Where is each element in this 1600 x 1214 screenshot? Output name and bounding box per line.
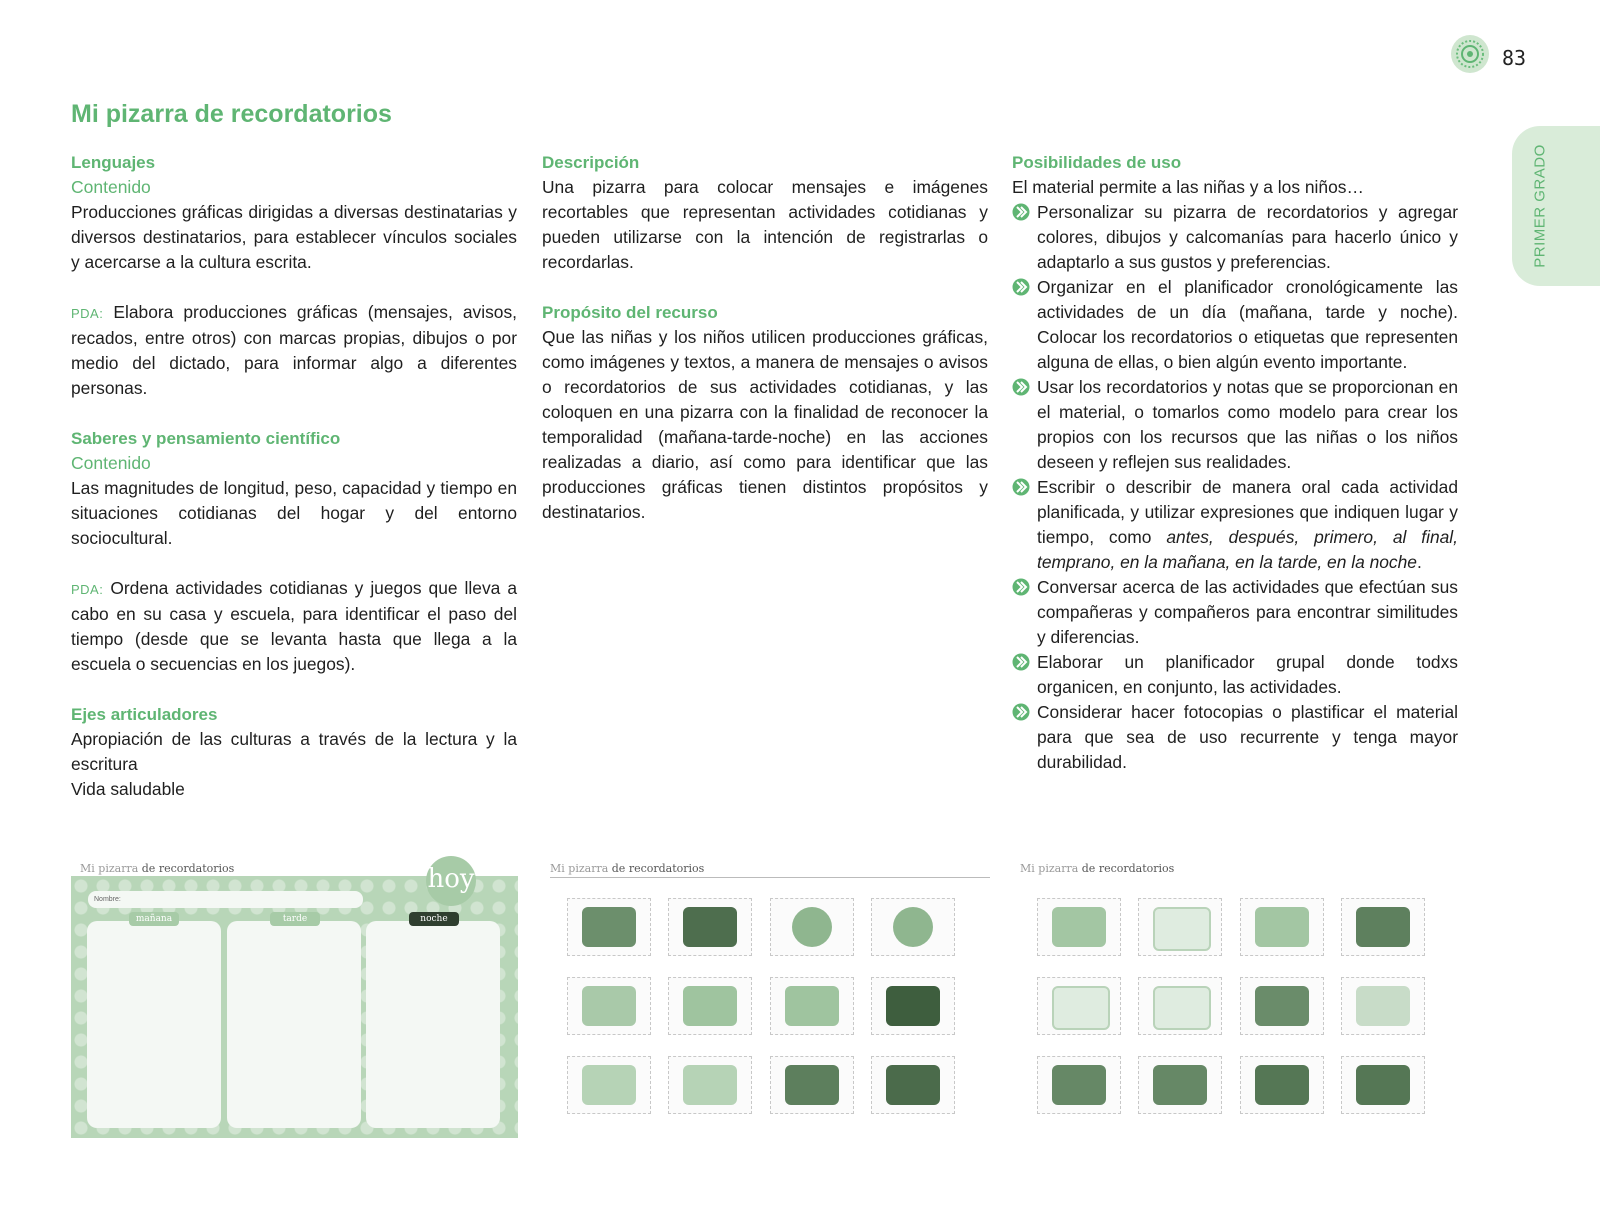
list-item: Personalizar su pizarra de recordatorios y agregar colores, dibujos y calcomanías para hacerlo único y adaptarlo a sus gustos y preferencias.: [1012, 200, 1458, 275]
arrow-bullet-icon: [1012, 578, 1030, 596]
list-item: Organizar en el planificador cronológicamente las actividades de un día (mañana, tarde y noche). Colocar los recordatorios o etiquetas que representen alguna de ellas, o bien algún evento importante.: [1012, 275, 1458, 375]
panel-noche: [366, 921, 500, 1128]
contenido-heading-2: Contenido: [71, 453, 151, 473]
column-description: [542, 150, 988, 525]
column-uses: [1012, 150, 1458, 775]
pill-tarde: tarde: [270, 912, 320, 926]
panel-manana: [87, 921, 221, 1128]
arrow-bullet-icon: [1012, 278, 1030, 296]
time-expressions: antes, después, primero, al final, temprano, en la mañana, en la tarde, en la noche: [1037, 527, 1458, 572]
column-curriculum: [71, 150, 517, 802]
list-item: Elaborar un planificador grupal donde todxs organicen, en conjunto, las actividades.: [1012, 650, 1458, 700]
list-item: Escribir o describir de manera oral cada actividad planificada, y utilizar expresiones que indiquen lugar y tiempo, como antes, después, primero, al final, temprano, en la mañana, en la tarde, en la noche.: [1012, 475, 1458, 575]
pda-text: Elabora producciones gráficas (mensajes, avisos, recados, entre otros) con marcas propias, dibujos o por medio del dictado, para informar algo a diferentes personas.: [71, 302, 517, 398]
contenido-heading: Contenido: [71, 177, 151, 197]
preview-caption: Mi pizarra de recordatorios: [1020, 862, 1175, 875]
posibilidades-heading: Posibilidades de uso: [1012, 153, 1182, 172]
posibilidades-intro: El material permite a las niñas y a los niños…: [1012, 177, 1364, 197]
preview-caption: Mi pizarra de recordatorios: [80, 862, 235, 875]
ejes-heading: Ejes articuladores: [71, 705, 218, 724]
list-item: Usar los recordatorios y notas que se proporcionan en el material, o tomarlos como modelo para crear los propios con los recursos que las niñas o los niños deseen y reflejen sus realidades.: [1012, 375, 1458, 475]
lenguajes-heading: Lenguajes: [71, 153, 156, 172]
proposito-heading: Propósito del recurso: [542, 303, 718, 322]
ejes-item: Apropiación de las culturas a través de la lectura y la escritura: [71, 729, 517, 774]
descripcion-text: Una pizarra para colocar mensajes e imágenes recortables que representan actividades cotidianas y pueden utilizarse con la intención de registrarlas o recordarlas.: [542, 177, 988, 272]
pda-paragraph-2: [71, 576, 517, 677]
pda-label: PDA:: [71, 306, 104, 321]
list-item: Conversar acerca de las actividades que efectúan sus compañeras y compañeros para encontrar similitudes y diferencias.: [1012, 575, 1458, 650]
page-number: 83: [1502, 46, 1527, 70]
arrow-bullet-icon: [1012, 478, 1030, 496]
uses-list: [1012, 200, 1458, 775]
saberes-heading: Saberes y pensamiento científico: [71, 429, 341, 448]
list-item: Considerar hacer fotocopias o plastificar el material para que sea de uso recurrente y tenga mayor durabilidad.: [1012, 700, 1458, 775]
arrow-bullet-icon: [1012, 378, 1030, 396]
spiral-logo-icon: [1450, 34, 1490, 74]
pill-noche: noche: [409, 912, 459, 926]
hoy-badge: hoy: [426, 856, 476, 906]
pda-text-2: Ordena actividades cotidianas y juegos que lleva a cabo en su casa y escuela, para identificar el paso del tiempo (desde que se levanta hasta que llega a la escuela o secuencias en los juegos).: [71, 578, 517, 674]
arrow-bullet-icon: [1012, 703, 1030, 721]
arrow-bullet-icon: [1012, 203, 1030, 221]
ejes-item: Vida saludable: [71, 779, 185, 799]
side-tab-label: PRIMER GRADO: [1531, 144, 1549, 268]
proposito-text: Que las niñas y los niños utilicen producciones gráficas, como imágenes y textos, a manera de mensajes o avisos o recordatorios de sus actividades cotidianas, y las coloquen en una pizarra con la finalidad de reconocer la temporalidad (mañana-tarde-noche) en las acciones realizadas a diario, así como para identificar que las producciones gráficas tienen distintos propósitos y destinatarios.: [542, 327, 988, 522]
preview-caption: Mi pizarra de recordatorios: [550, 862, 705, 875]
panel-tarde: [227, 921, 361, 1128]
divider: [550, 877, 990, 878]
pill-manana: mañana: [129, 912, 179, 926]
pda-paragraph: [71, 300, 517, 401]
contenido-text: Producciones gráficas dirigidas a diversas destinatarias y diversos destinatarios, para establecer vínculos sociales y acercarse a la cultura escrita.: [71, 202, 517, 272]
nombre-field: Nombre:: [88, 891, 363, 908]
page-title: Mi pizarra de recordatorios: [71, 100, 392, 128]
side-tab: [1512, 126, 1600, 286]
descripcion-heading: Descripción: [542, 153, 640, 172]
contenido-text-2: Las magnitudes de longitud, peso, capacidad y tiempo en situaciones cotidianas del hogar y del entorno sociocultural.: [71, 478, 517, 548]
arrow-bullet-icon: [1012, 653, 1030, 671]
pda-label-2: PDA:: [71, 582, 104, 597]
